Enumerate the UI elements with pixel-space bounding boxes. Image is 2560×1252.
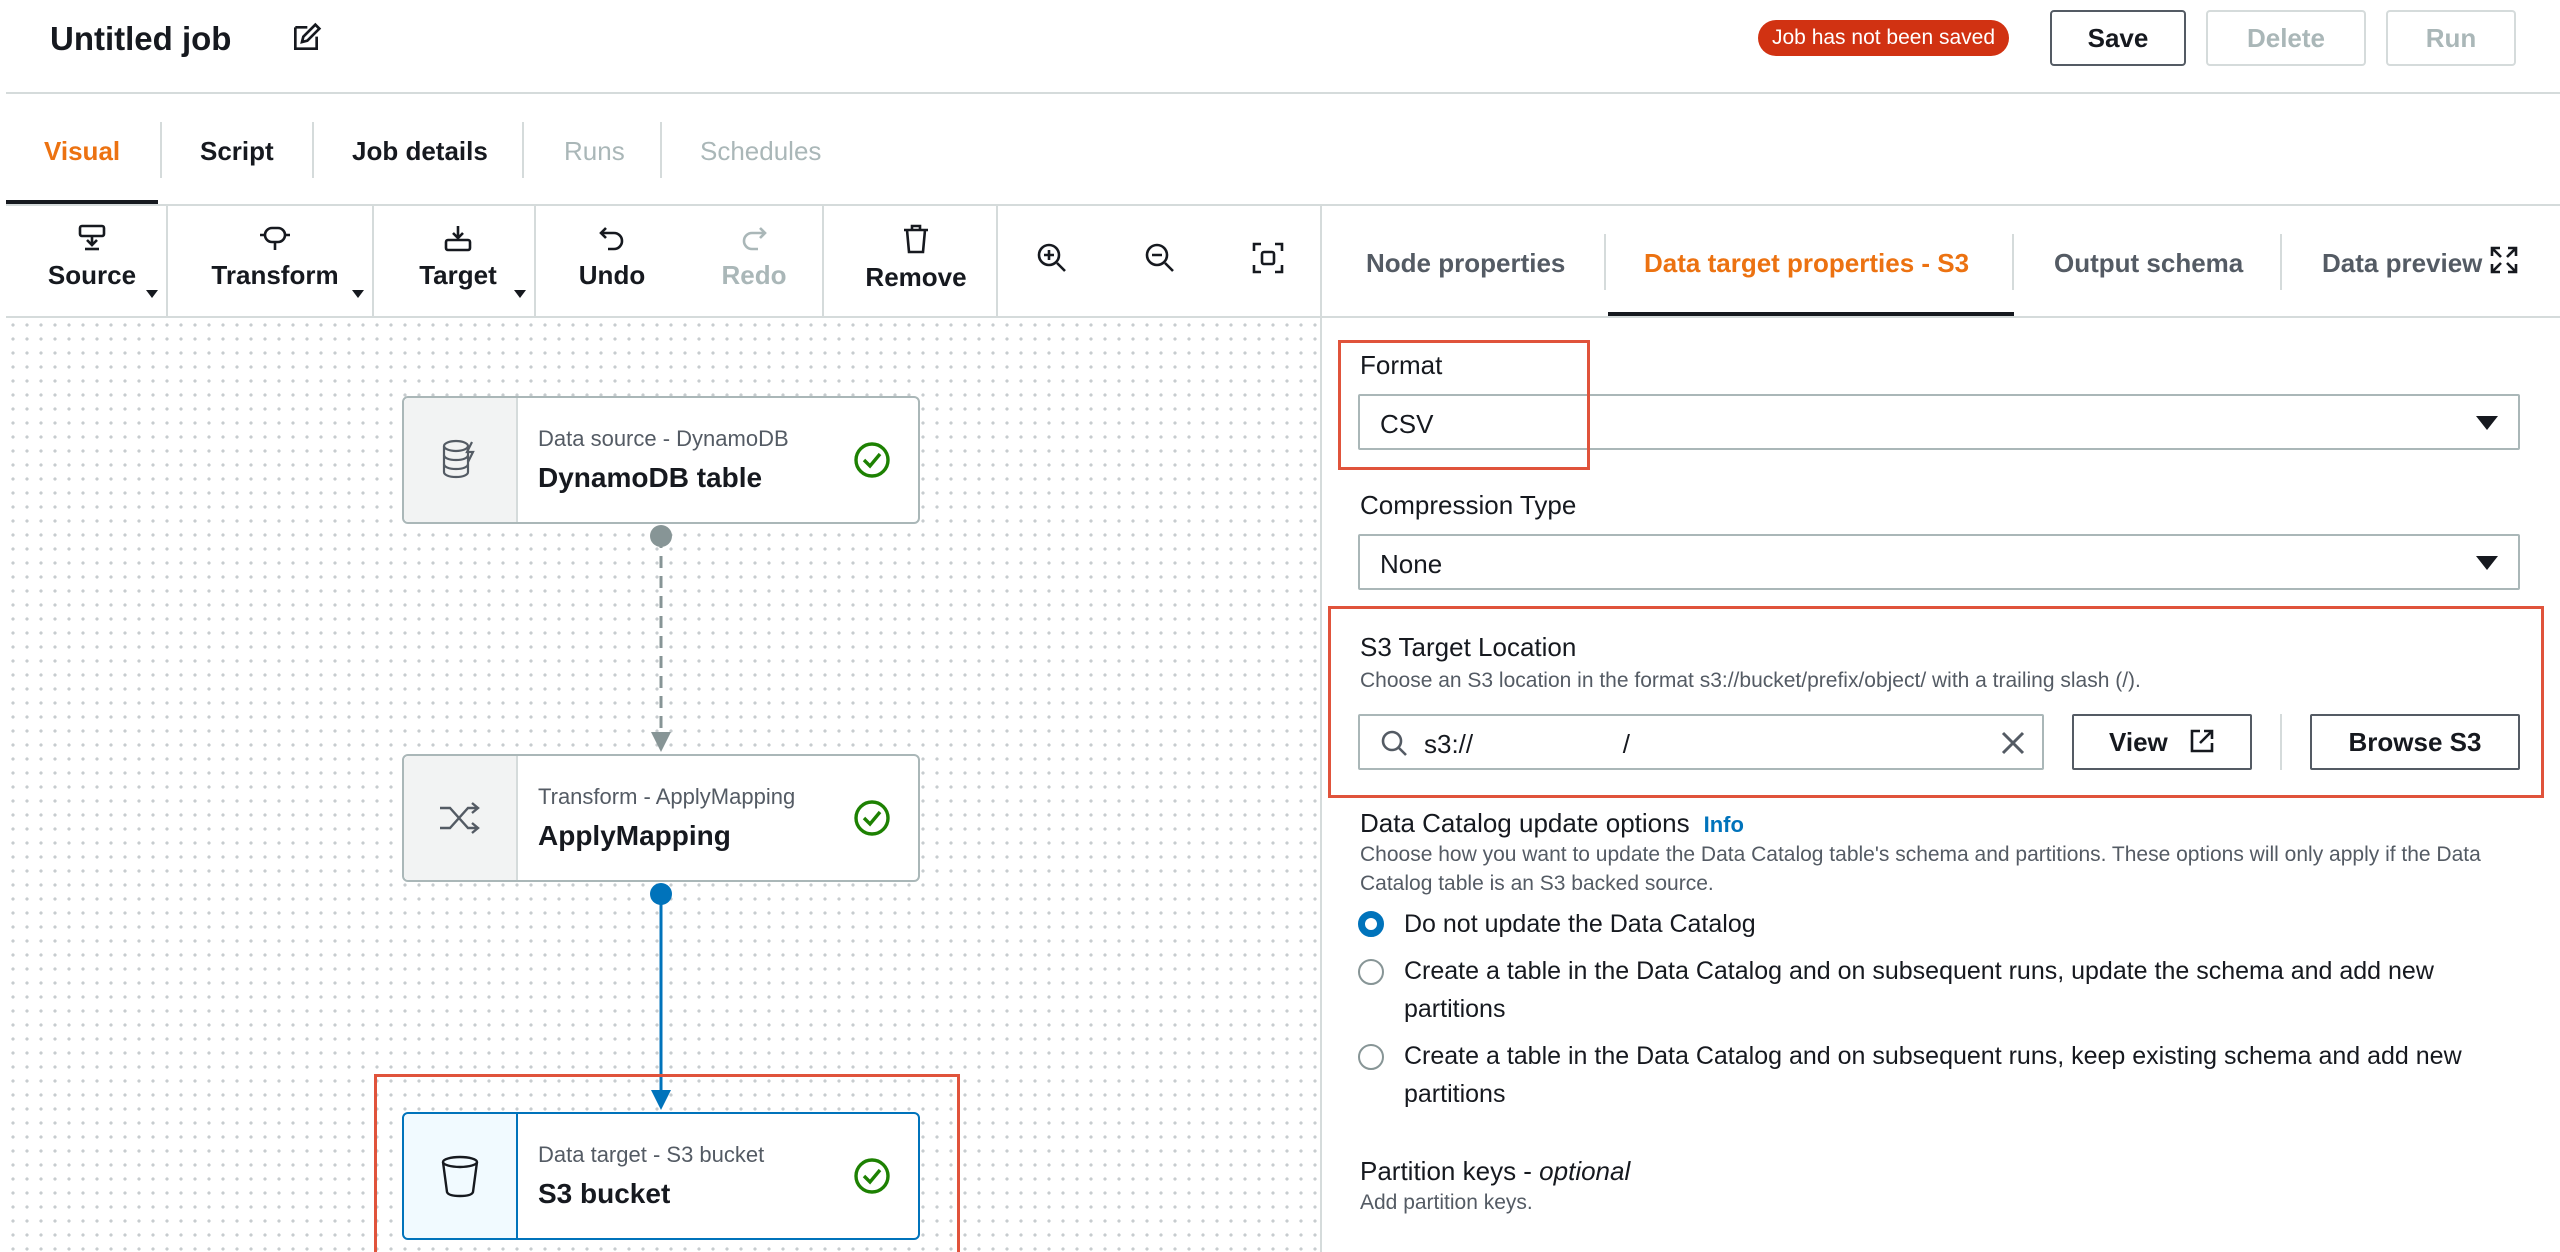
info-link[interactable]: Info: [1703, 812, 1744, 837]
view-label: View: [2108, 727, 2168, 757]
node-applymapping-transform[interactable]: [402, 754, 920, 882]
tab-runs[interactable]: Runs: [564, 136, 625, 166]
radio-label[interactable]: Do not update the Data Catalog: [1404, 910, 1756, 938]
tab-visual[interactable]: Visual: [44, 136, 121, 166]
radio-do-not-update[interactable]: [1358, 911, 1384, 937]
radio-label[interactable]: Create a table in the Data Catalog and on subsequent runs, update the schema and add new partitions: [1404, 957, 2434, 1023]
success-check-icon: [852, 440, 892, 480]
target-label: Target: [419, 260, 497, 290]
format-value: CSV: [1380, 409, 1434, 439]
compression-label: Compression Type: [1360, 490, 1577, 520]
node-type-label: Data source - DynamoDB: [538, 426, 789, 451]
tab-node-properties[interactable]: Node properties: [1366, 248, 1566, 278]
s3-location-label: S3 Target Location: [1360, 632, 1577, 662]
edge-arrowhead: [651, 732, 671, 752]
run-button[interactable]: Run: [2386, 10, 2516, 66]
unsaved-status-badge: Job has not been saved: [1758, 20, 2009, 56]
success-check-icon: [852, 798, 892, 838]
tab-output-schema[interactable]: Output schema: [2054, 248, 2244, 278]
target-node-highlight: [374, 1074, 960, 1252]
browse-s3-button[interactable]: Browse S3: [2310, 714, 2520, 770]
format-label: Format: [1360, 350, 1443, 380]
s3-location-description: Choose an S3 location in the format s3://bucket/prefix/object/ with a trailing slash (/).: [1360, 669, 2141, 692]
job-title: Untitled job: [50, 20, 232, 57]
source-label: Source: [47, 260, 137, 290]
remove-label: Remove: [865, 262, 967, 292]
format-highlight: [1338, 340, 1590, 470]
partition-keys-label: Partition keys - optional: [1360, 1156, 1631, 1186]
delete-button[interactable]: Delete: [2206, 10, 2366, 66]
node-panel-tabs: [1322, 206, 2560, 318]
caret-down-icon: [2476, 556, 2498, 570]
catalog-options-description: Choose how you want to update the Data Catalog table's schema and partitions. These options will only apply if the Data Catalog table is an S3 backed source.: [1360, 843, 2481, 895]
tab-data-target-properties[interactable]: Data target properties - S3: [1644, 248, 1970, 278]
shuffle-icon: [438, 800, 482, 836]
undo-label: Undo: [578, 260, 646, 290]
caret-down-icon: [2476, 416, 2498, 430]
catalog-options-label: Data Catalog update options Info: [1360, 808, 1744, 838]
node-name-label: ApplyMapping: [538, 820, 731, 851]
partition-keys-description: Add partition keys.: [1360, 1191, 1533, 1214]
expand-icon[interactable]: [2490, 246, 2518, 274]
radio-label[interactable]: Create a table in the Data Catalog and on subsequent runs, keep existing schema and add new partitions: [1404, 1042, 2462, 1108]
node-type-label: Transform - ApplyMapping: [538, 784, 796, 809]
node-name-label: DynamoDB table: [538, 462, 763, 493]
tab-schedules[interactable]: Schedules: [700, 136, 822, 166]
node-dynamodb-source[interactable]: [402, 396, 920, 524]
tab-data-preview[interactable]: Data preview: [2322, 248, 2483, 278]
compression-value: None: [1380, 549, 1443, 579]
radio-create-keep-schema[interactable]: [1358, 1044, 1384, 1070]
save-button[interactable]: Save: [2050, 10, 2186, 66]
compression-select[interactable]: [1358, 534, 2520, 590]
s3-location-value: s3:// /: [1424, 729, 1631, 759]
s3-location-highlight: [1328, 606, 2544, 798]
node-type-label: Data target - S3 bucket: [538, 1142, 765, 1167]
active-tab-indicator: [1608, 312, 2014, 316]
redo-label: Redo: [721, 260, 787, 290]
node-name-label: S3 bucket: [538, 1178, 671, 1209]
radio-create-update-schema[interactable]: [1358, 959, 1384, 985]
edge-handle: [650, 525, 672, 547]
tab-job-details[interactable]: Job details: [352, 136, 488, 166]
dynamodb-icon: [440, 438, 480, 482]
tab-script[interactable]: Script: [200, 136, 274, 166]
transform-label: Transform: [211, 260, 339, 290]
edge-handle-selected: [650, 883, 672, 905]
